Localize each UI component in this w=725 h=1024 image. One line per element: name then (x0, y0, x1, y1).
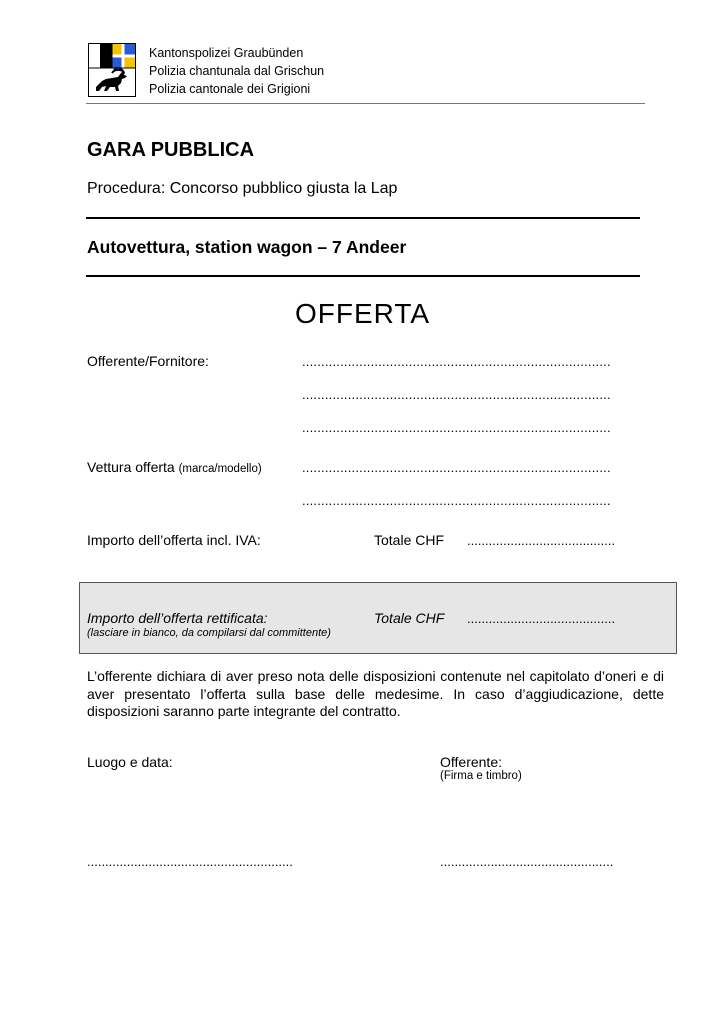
document-title: GARA PUBBLICA (87, 139, 255, 161)
corrected-total-field: ......................................... (467, 611, 616, 626)
vehicle-field-line-1: ................................................................................. (302, 460, 611, 475)
org-name-de: Kantonspolizei Graubünden (149, 46, 304, 60)
offerer-hint: (Firma e timbro) (440, 770, 522, 782)
canton-coat-of-arms-logo (88, 43, 136, 97)
vehicle-field-line-2: ................................................................................. (302, 493, 611, 508)
offer-heading: OFFERTA (294, 298, 431, 329)
org-name-it: Polizia cantonale dei Grigioni (149, 82, 311, 96)
subject-line: Autovettura, station wagon – 7 Andeer (87, 237, 407, 257)
supplier-field-line-2: ................................................................................. (302, 387, 611, 402)
amount-label: Importo dell’offerta incl. IVA: (87, 532, 261, 548)
header-divider (86, 103, 645, 104)
amount-total-label: Totale CHF (374, 532, 445, 548)
supplier-field-line-3: ................................................................................. (302, 420, 611, 435)
org-name-rm: Polizia chantunala dal Grischun (149, 64, 325, 78)
subject-divider (86, 275, 640, 277)
corrected-amount-label: Importo dell’offerta rettificata: (87, 610, 268, 626)
place-date-label: Luogo e data: (87, 754, 173, 770)
offerer-label: Offerente: (440, 754, 503, 770)
amount-total-field: ......................................... (467, 533, 616, 548)
vehicle-label (87, 459, 262, 475)
title-divider (86, 217, 640, 219)
procedure-line: Procedura: Concorso pubblico giusta la Lap (87, 180, 398, 197)
supplier-field-line-1: ................................................................................. (302, 354, 611, 369)
corrected-total-label: Totale CHF (374, 610, 445, 626)
corrected-amount-hint: (lasciare in bianco, da compilarsi dal committente) (87, 627, 331, 639)
declaration-paragraph: L’offerente dichiara di aver preso nota delle disposizioni contenute nel capitolato d’oneri e di aver presentato l’offerta sulla base delle medesime. In caso d’aggiudicazione, dette disposizioni saranno parte integrante del contratto. (87, 668, 664, 719)
offerer-signature-field: ................................................ (440, 854, 614, 869)
vehicle-label-text: Vettura offerta (87, 459, 175, 475)
vehicle-label-hint: (marca/modello) (178, 463, 262, 475)
supplier-label: Offerente/Fornitore: (87, 353, 209, 369)
place-date-field: ......................................................... (87, 854, 293, 869)
